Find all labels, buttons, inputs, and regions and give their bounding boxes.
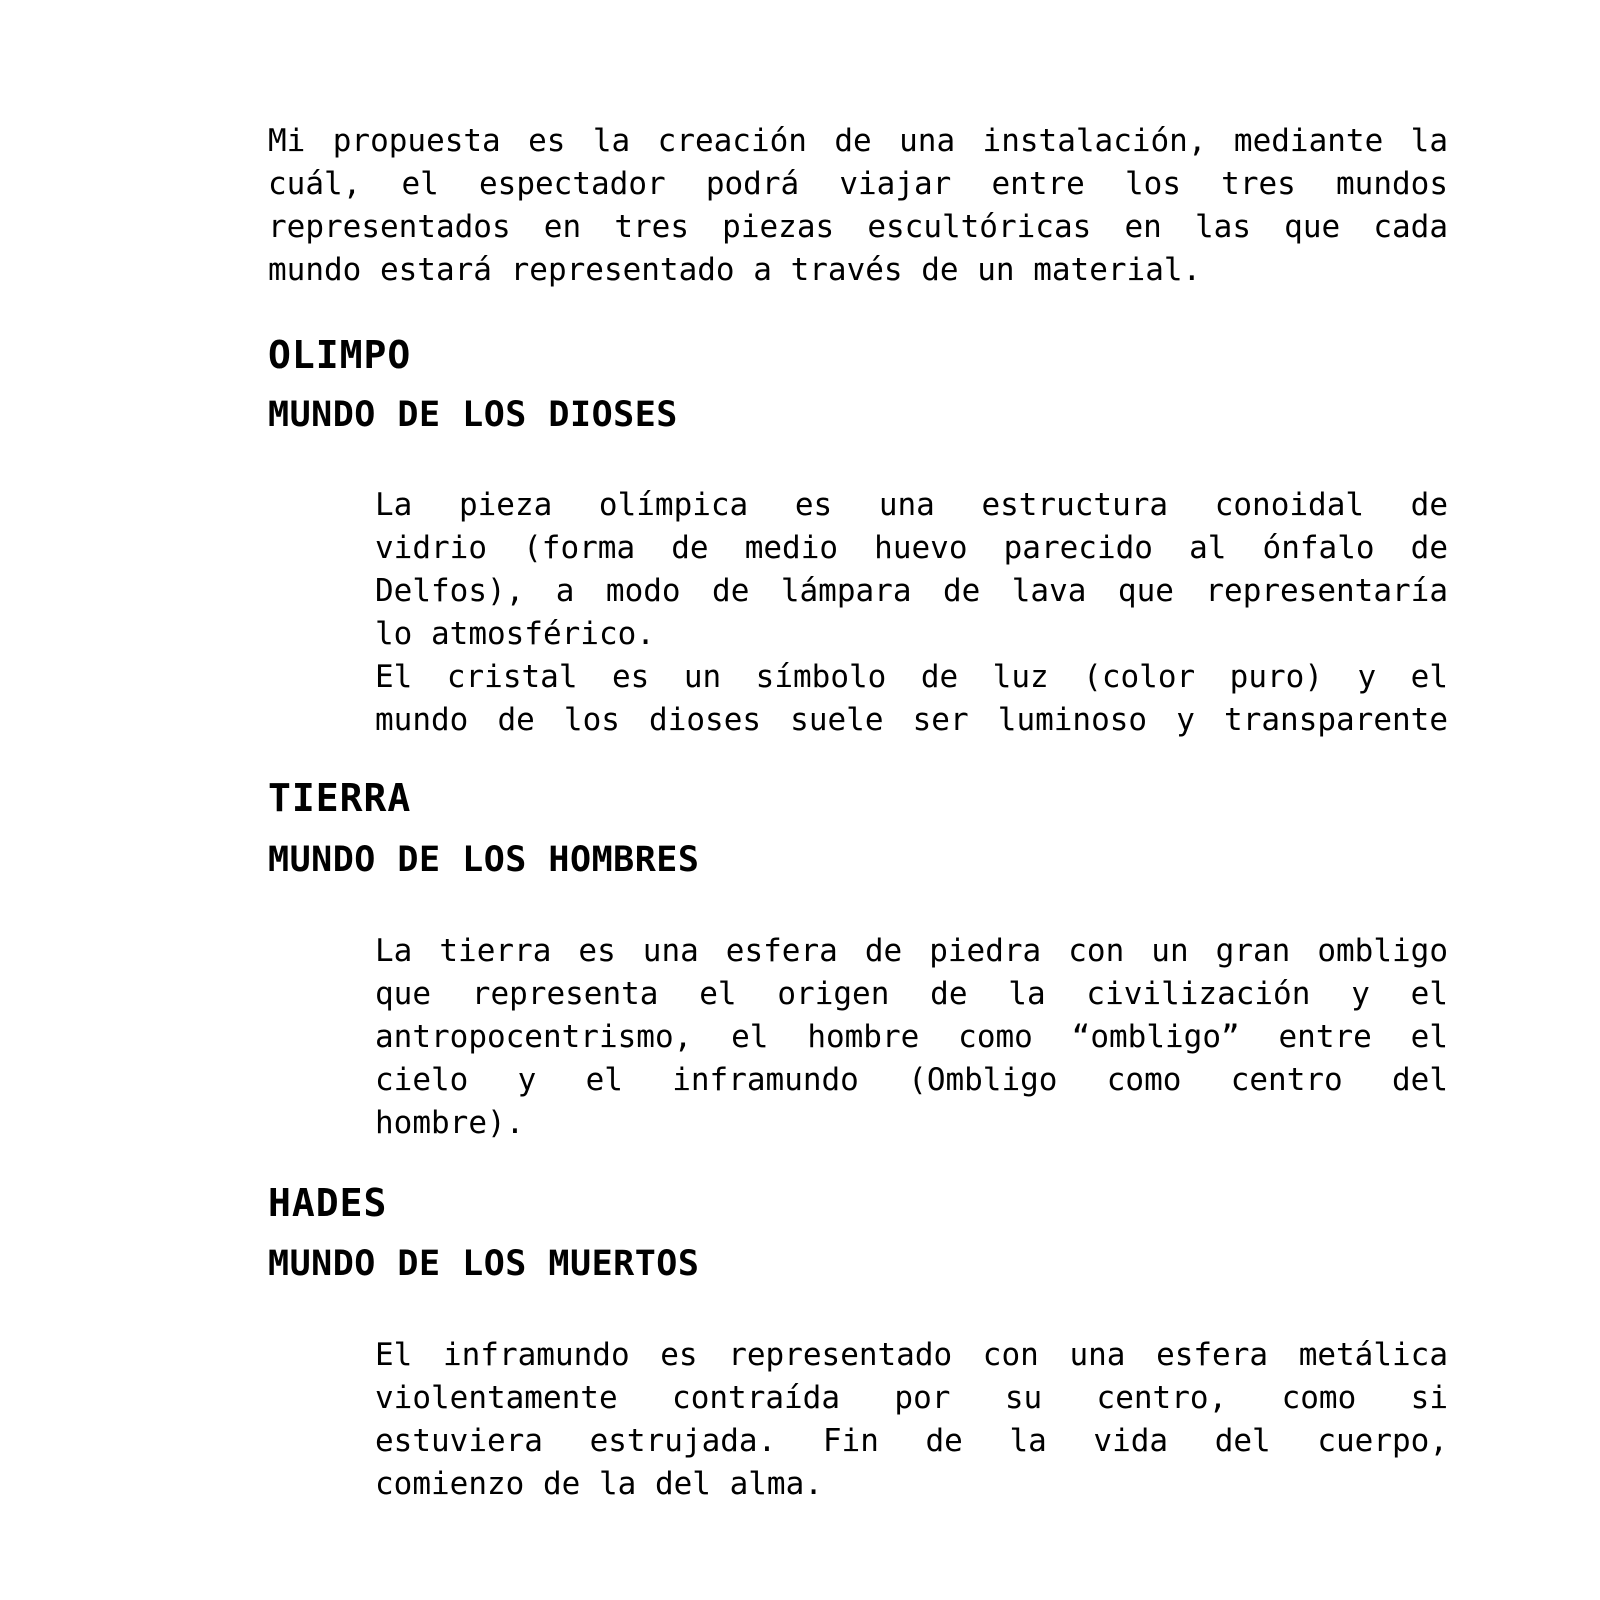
section-title-olimpo: OLIMPO (268, 333, 412, 377)
body-line: que representa el origen de la civilización y el (375, 976, 1448, 1012)
section-subtitle-hades: MUNDO DE LOS MUERTOS (268, 1244, 700, 1284)
intro-line: cuál, el espectador podrá viajar entre los tres mundos (268, 166, 1448, 202)
section-body-olimpo (375, 484, 1448, 742)
body-line: violentamente contraída por su centro, como si (375, 1380, 1448, 1416)
body-line: El cristal es un símbolo de luz (color puro) y el (375, 659, 1448, 695)
body-line: La tierra es una esfera de piedra con un gran ombligo (375, 933, 1448, 969)
body-line: lo atmosférico. (375, 616, 655, 652)
intro-line: representados en tres piezas escultóricas en las que cada (268, 209, 1448, 245)
body-line: comienzo de la del alma. (375, 1466, 823, 1502)
intro-line: Mi propuesta es la creación de una instalación, mediante la (268, 123, 1448, 159)
body-line: vidrio (forma de medio huevo parecido al ónfalo de (375, 530, 1448, 566)
body-line: hombre). (375, 1105, 525, 1141)
section-body-tierra (375, 930, 1448, 1145)
section-title-hades: HADES (268, 1181, 388, 1225)
section-title-tierra: TIERRA (268, 776, 412, 820)
section-body-hades (375, 1334, 1448, 1506)
body-line: El inframundo es representado con una esfera metálica (375, 1337, 1448, 1373)
intro-paragraph (268, 120, 1448, 292)
section-subtitle-olimpo: MUNDO DE LOS DIOSES (268, 395, 678, 435)
body-line: La pieza olímpica es una estructura conoidal de (375, 487, 1448, 523)
body-line: Delfos), a modo de lámpara de lava que representaría (375, 573, 1448, 609)
body-line: antropocentrismo, el hombre como “ombligo” entre el (375, 1019, 1448, 1055)
body-line: mundo de los dioses suele ser luminoso y transparente (375, 702, 1448, 738)
body-line: estuviera estrujada. Fin de la vida del cuerpo, (375, 1423, 1448, 1459)
section-subtitle-tierra: MUNDO DE LOS HOMBRES (268, 840, 700, 880)
intro-line: mundo estará representado a través de un material. (268, 252, 1202, 288)
body-line: cielo y el inframundo (Ombligo como centro del (375, 1062, 1448, 1098)
